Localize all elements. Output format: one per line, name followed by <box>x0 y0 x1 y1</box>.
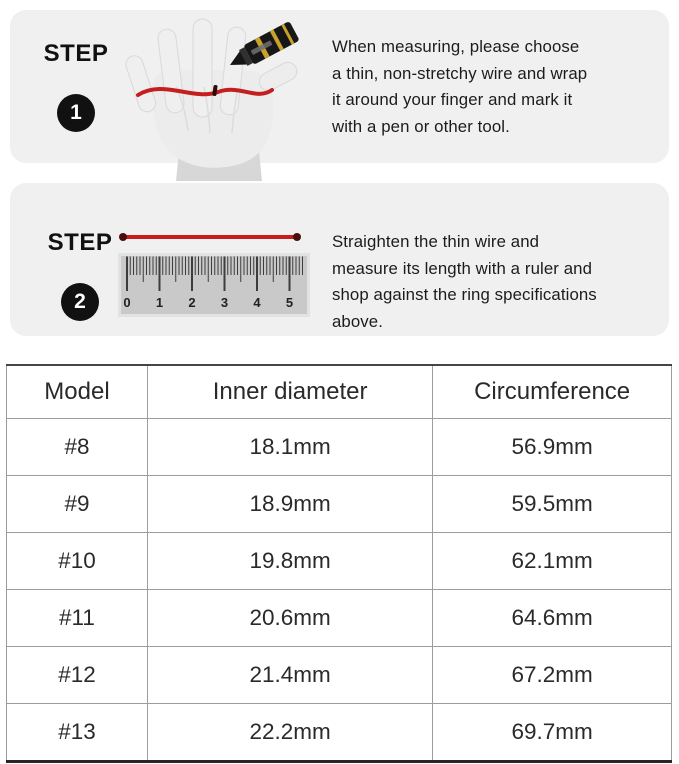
hand-with-wire-icon <box>118 13 318 181</box>
table-cell: #11 <box>7 590 148 647</box>
table-cell: 59.5mm <box>433 476 672 533</box>
table-cell: 64.6mm <box>433 590 672 647</box>
step1-line2: a thin, non-stretchy wire and wrap <box>332 63 588 83</box>
step2-card <box>10 183 669 336</box>
step1-label: STEP <box>43 40 109 67</box>
step2-line3: shop against the ring specifications <box>332 285 597 304</box>
table-header-cell: Inner diameter <box>147 365 432 419</box>
table-cell: #10 <box>7 533 148 590</box>
step1-card <box>10 10 669 163</box>
step1-instructions <box>332 34 662 140</box>
table-cell: 18.9mm <box>147 476 432 533</box>
hand-thumb <box>256 59 300 94</box>
ruler-number: 5 <box>285 295 294 310</box>
hand-illustration <box>118 13 318 181</box>
step2-label: STEP <box>47 229 113 256</box>
table-header-row <box>7 365 672 419</box>
table-cell: 22.2mm <box>147 704 432 762</box>
ruler-illustration <box>118 253 310 317</box>
table-cell: #9 <box>7 476 148 533</box>
ruler-number: 0 <box>123 295 131 310</box>
table-header-cell: Model <box>7 365 148 419</box>
step1-line4: with a pen or other tool. <box>332 116 510 136</box>
step2-number-badge: 2 <box>61 283 99 321</box>
hand-middle-finger <box>193 19 212 117</box>
table-cell: #13 <box>7 704 148 762</box>
table-row <box>7 533 672 590</box>
table-cell: #8 <box>7 419 148 476</box>
ruler-number: 3 <box>220 295 229 310</box>
table-row <box>7 590 672 647</box>
table-header-cell: Circumference <box>433 365 672 419</box>
ring-size-table <box>6 364 672 763</box>
size-table-head <box>7 365 672 419</box>
table-cell: 67.2mm <box>433 647 672 704</box>
table-cell: #12 <box>7 647 148 704</box>
step2-line4: above. <box>332 311 383 331</box>
step1-line1: When measuring, please choose <box>332 37 580 56</box>
step1-number-badge: 1 <box>57 94 95 132</box>
step2-line1: Straighten the thin wire and <box>332 232 540 251</box>
size-table-body <box>7 419 672 762</box>
ruler-icon <box>118 253 310 317</box>
step1-header <box>34 40 118 132</box>
table-row <box>7 647 672 704</box>
table-row <box>7 476 672 533</box>
step2-line2: measure its length with a ruler and <box>332 258 593 278</box>
table-cell: 20.6mm <box>147 590 432 647</box>
table-row <box>7 704 672 762</box>
table-cell: 18.1mm <box>147 419 432 476</box>
ruler-number: 4 <box>253 295 261 310</box>
table-cell: 62.1mm <box>433 533 672 590</box>
table-cell: 56.9mm <box>433 419 672 476</box>
size-table-wrap <box>6 364 672 763</box>
step2-instructions <box>332 229 666 335</box>
table-cell: 21.4mm <box>147 647 432 704</box>
step2-header <box>38 229 122 321</box>
table-row <box>7 419 672 476</box>
hand-pinky-finger <box>124 54 158 114</box>
table-cell: 19.8mm <box>147 533 432 590</box>
step1-line3: it around your finger and mark it <box>332 90 573 109</box>
ruler-number: 1 <box>155 295 164 310</box>
straightened-wire-line <box>120 235 300 239</box>
ruler-number: 2 <box>188 295 196 310</box>
table-cell: 69.7mm <box>433 704 672 762</box>
